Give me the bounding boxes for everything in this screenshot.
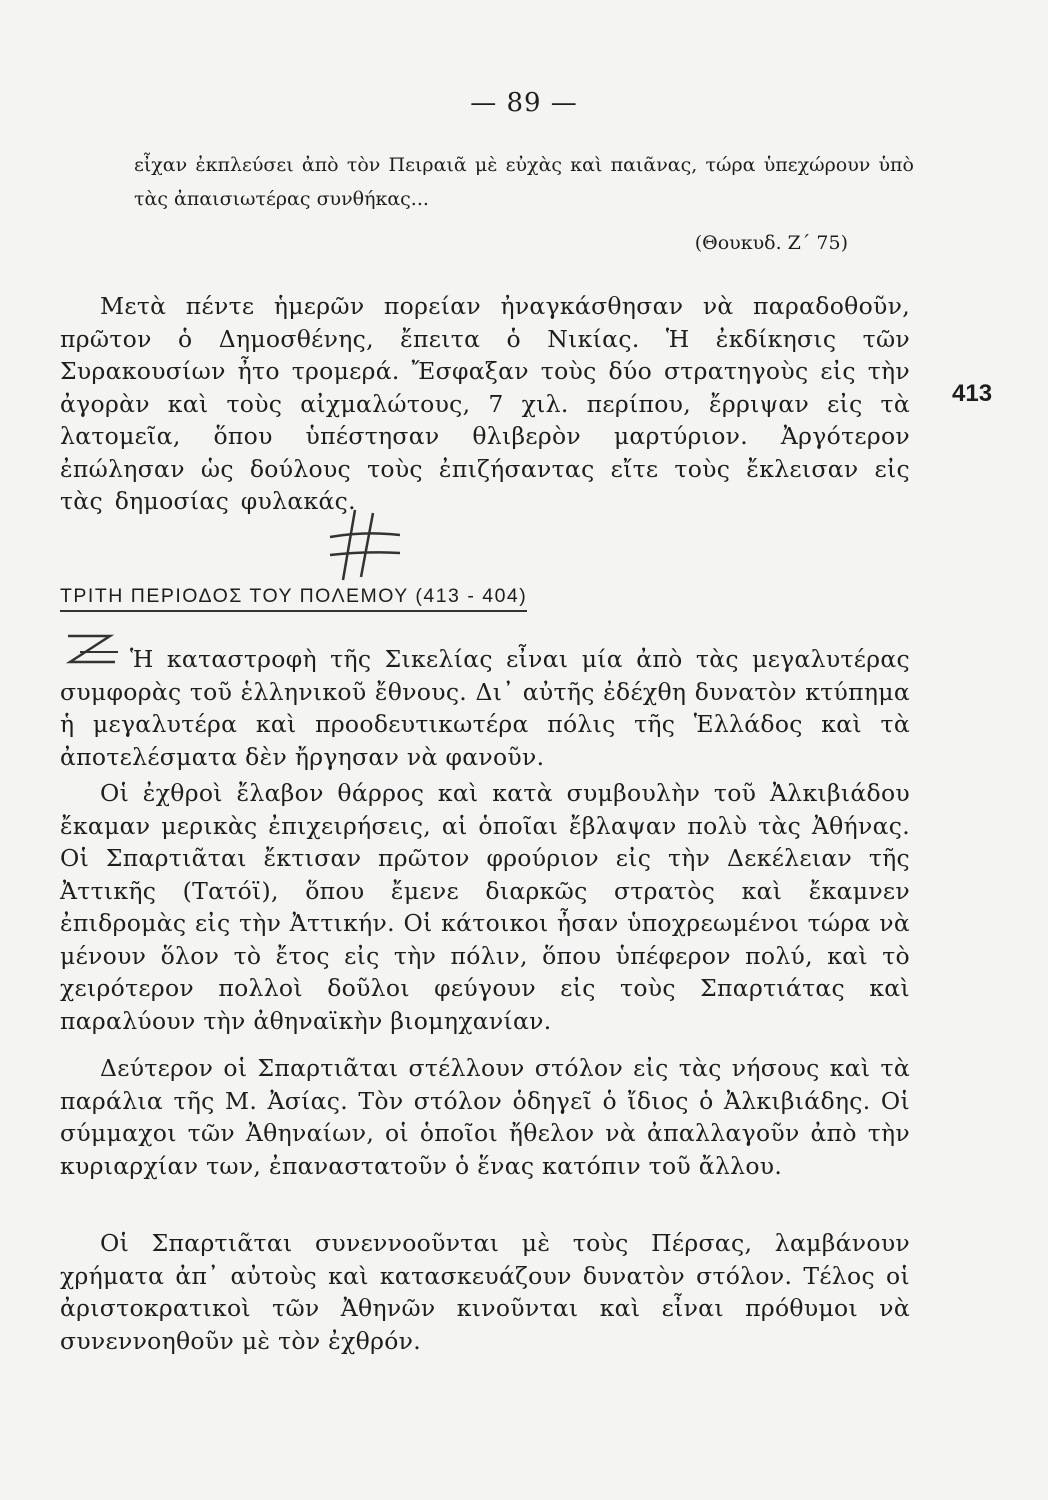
page-number: — 89 — bbox=[470, 88, 578, 118]
paragraph-2: Ἡ καταστροφὴ τῆς Σικελίας εἶναι μία ἀπὸ τὰς μεγαλυτέρας συμφορὰς τοῦ ἑλληνικοῦ ἔθνους. Δι᾽ αὐτῆς ἐδέχθη δυνατὸν κτύπημα ἡ μεγαλυτέρα καὶ προοδευτικωτέρα πόλις τῆς Ἑλλάδος καὶ τὰ ἀποτελέσματα δὲν ἤργησαν νὰ φανοῦν. bbox=[60, 645, 910, 771]
quote-text: εἶχαν ἐκπλεύσει ἀπὸ τὸν Πειραιᾶ μὲ εὐχὰς καὶ παιᾶνας, τώρα ὑπεχώρουν ὑπὸ τὰς ἀπαισιωτέρας συνθήκας... bbox=[134, 154, 914, 210]
quote-source: (Θουκυδ. Ζ΄ 75) bbox=[694, 232, 848, 254]
paragraph-3: Οἱ ἐχθροὶ ἔλαβον θάρρος καὶ κατὰ συμβουλὴν τοῦ Ἀλκιβιάδου ἔκαμαν μερικὰς ἐπιχειρήσεις, αἱ ὁποῖαι ἔβλαψαν πολὺ τὰς Ἀθήνας. Οἱ Σπαρτιᾶται ἔκτισαν πρῶτον φρούριον εἰς τὴν Δεκέλειαν τῆς Ἀττικῆς (Τατόϊ), ὅπου ἔμενε διαρκῶς στρατὸς καὶ ἔκαμνεν ἐπιδρομὰς εἰς τὴν Ἀττικήν. Οἱ κάτοικοι ἦσαν ὑποχρεωμένοι τώρα νὰ μένουν ὅλον τὸ ἔτος εἰς τὴν πόλιν, ὅπου ὑπέφερον πολύ, καὶ τὸ χειρότερον πολλοὶ δοῦλοι φεύγουν εἰς τοὺς Σπαρτιάτας καὶ παραλύουν τὴν ἀθηναϊκὴν βιομηχανίαν. bbox=[60, 779, 910, 1035]
paragraph-4: Δεύτερον οἱ Σπαρτιᾶται στέλλουν στόλον εἰς τὰς νήσους καὶ τὰ παράλια τῆς Μ. Ἀσίας. Τὸν στόλον ὁδηγεῖ ὁ ἴδιος ὁ Ἀλκιβιάδης. Οἱ σύμμαχοι τῶν Ἀθηναίων, οἱ ὁποῖοι ἤθελον νὰ ἀπαλλαγοῦν ἀπὸ τὴν κυριαρχίαν των, ἐπαναστατοῦν ὁ ἕνας κατόπιν τοῦ ἄλλου. bbox=[60, 1054, 910, 1180]
margin-year-number: 413 bbox=[952, 380, 993, 407]
handwritten-hash-mark bbox=[325, 505, 405, 585]
section-heading: ΤΡΙΤΗ ΠΕΡΙΟΔΟΣ ΤΟΥ ΠΟΛΕΜΟΥ (413 - 404) bbox=[60, 585, 527, 612]
paragraph-5: Οἱ Σπαρτιᾶται συνεννοοῦνται μὲ τοὺς Πέρσας, λαμβάνουν χρήματα ἀπ᾽ αὐτοὺς καὶ κατασκευάζουν δυνατὸν στόλον. Τέλος οἱ ἀριστοκρατικοὶ τῶν Ἀθηνῶν κινοῦνται καὶ εἶναι πρόθυμοι νὰ συνεννοηθοῦν μὲ τὸν ἐχθρόν. bbox=[60, 1229, 910, 1355]
paragraph-1: Μετὰ πέντε ἡμερῶν πορείαν ἠναγκάσθησαν νὰ παραδοθοῦν, πρῶτον ὁ Δημοσθένης, ἔπειτα ὁ Νικίας. Ἡ ἐκδίκησις τῶν Συρακουσίων ἦτο τρομερά. Ἔσφαξαν τοὺς δύο στρατηγοὺς εἰς τὴν ἀγορὰν καὶ τοὺς αἰχμαλώτους, 7 χιλ. περίπου, ἔρριψαν εἰς τὰ λατομεῖα, ὅπου ὑπέστησαν θλιβερὸν μαρτύριον. Ἀργότερον ἐπώλησαν ὡς δούλους τοὺς ἐπιζήσαντας εἴτε τοὺς ἔκλεισαν εἰς τὰς δημοσίας φυλακάς. bbox=[60, 292, 910, 515]
